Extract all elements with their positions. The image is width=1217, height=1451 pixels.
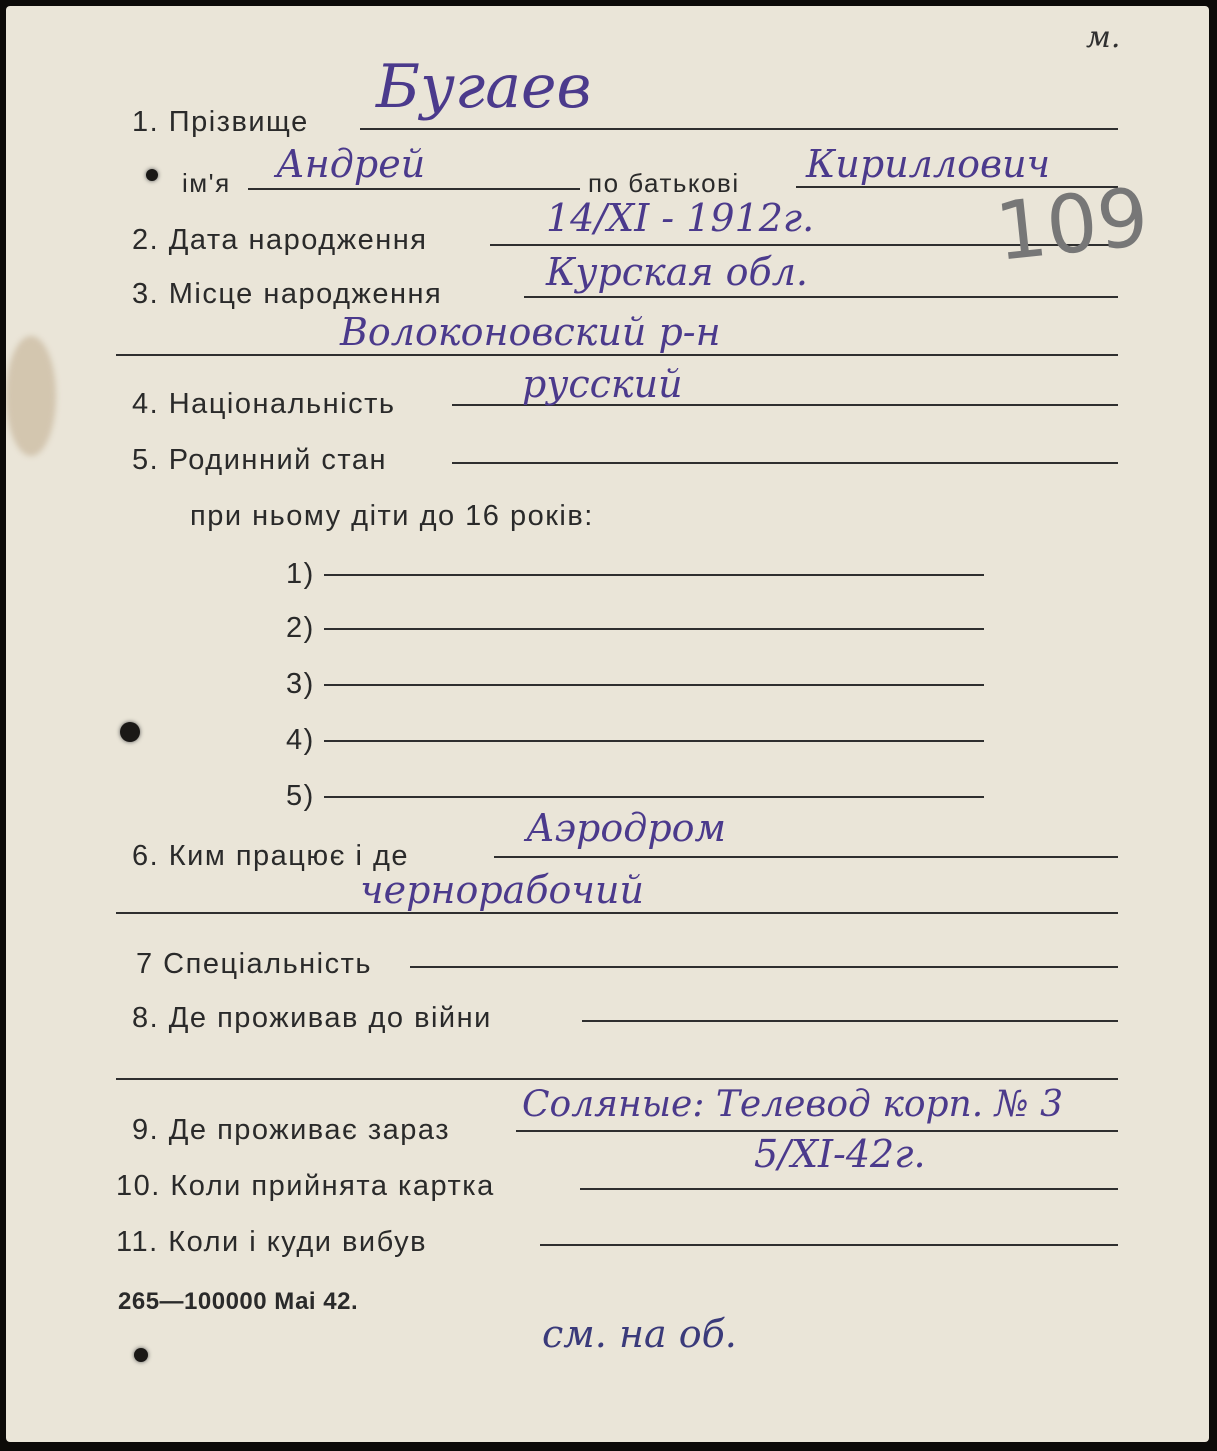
nationality-label: 4. Національність	[132, 388, 396, 420]
first-name-value: Андрей	[276, 142, 426, 186]
card-date-value: 5/XI-42г.	[754, 1132, 926, 1176]
surname-line	[360, 128, 1118, 130]
work-value-1: Аэродром	[526, 806, 727, 850]
card-date-line	[580, 1188, 1118, 1190]
punch-hole	[120, 722, 140, 742]
prewar-residence-label: 8. Де проживав до війни	[132, 1002, 492, 1034]
child-5-label: 5)	[286, 780, 315, 812]
birth-place-line	[524, 296, 1118, 298]
birth-place-label: 3. Місце народження	[132, 278, 443, 310]
first-name-line	[248, 188, 580, 190]
departure-line	[540, 1244, 1118, 1246]
marital-status-line	[452, 462, 1118, 464]
record-number: 109	[991, 170, 1153, 279]
punch-hole	[134, 1348, 148, 1362]
punch-hole	[146, 169, 158, 181]
first-name-label: ім'я	[182, 168, 231, 198]
work-value-2: чернорабочий	[360, 868, 644, 912]
work-line	[494, 856, 1118, 858]
corner-mark: м.	[1086, 20, 1121, 55]
prewar-residence-line	[582, 1020, 1118, 1022]
birth-date-value: 14/XI - 1912г.	[546, 196, 815, 240]
specialty-line	[410, 966, 1118, 968]
nationality-value: русский	[522, 362, 683, 406]
surname-label: 1. Прізвище	[132, 106, 309, 138]
birth-place-value-2: Волоконовский р-н	[340, 310, 721, 354]
child-2-label: 2)	[286, 612, 315, 644]
child-4-label: 4)	[286, 724, 315, 756]
birth-place-value-1: Курская обл.	[546, 250, 808, 294]
patronymic-label: по батькові	[588, 168, 740, 198]
birth-date-label: 2. Дата народження	[132, 224, 428, 256]
child-1-label: 1)	[286, 558, 315, 590]
stain	[6, 336, 56, 456]
marital-status-label: 5. Родинний стан	[132, 444, 388, 476]
child-5-line	[324, 796, 984, 798]
child-3-label: 3)	[286, 668, 315, 700]
current-residence-value: Соляные: Телевод корп. № 3	[522, 1084, 1064, 1125]
print-code: 265—100000 Маі 42.	[118, 1288, 359, 1315]
child-4-line	[324, 740, 984, 742]
child-3-line	[324, 684, 984, 686]
current-residence-label: 9. Де проживає зараз	[132, 1114, 451, 1146]
birth-place-line-2	[116, 354, 1118, 356]
work-line-2	[116, 912, 1118, 914]
work-label: 6. Ким працює і де	[132, 840, 410, 872]
specialty-label: 7 Спеціальність	[136, 948, 373, 980]
surname-value: Бугаев	[376, 52, 592, 122]
reverse-note: см. на об.	[542, 1312, 737, 1356]
registration-card	[6, 6, 1209, 1442]
children-label: при ньому діти до 16 років:	[190, 500, 594, 532]
prewar-residence-line-2	[116, 1078, 1118, 1080]
child-2-line	[324, 628, 984, 630]
departure-label: 11. Коли і куди вибув	[116, 1226, 427, 1258]
card-date-label: 10. Коли прийнята картка	[116, 1170, 495, 1202]
child-1-line	[324, 574, 984, 576]
patronymic-value: Кириллович	[806, 142, 1051, 186]
